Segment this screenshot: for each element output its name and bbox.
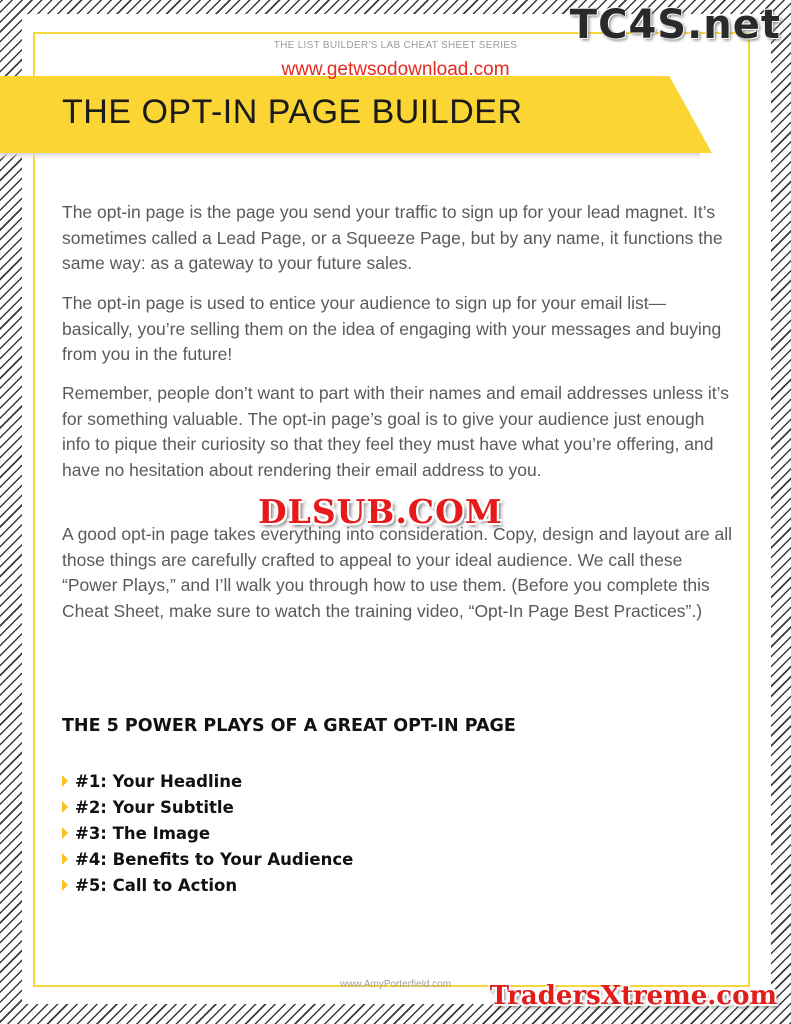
list-item-label: #4: Benefits to Your Audience	[75, 849, 354, 869]
list-item	[62, 768, 353, 794]
paragraph-text: The opt-in page is used to entice your audience to sign up for your email list—basically, you’re selling them on the idea of engaging with your messages and buying from you in the future!	[62, 293, 722, 364]
paragraph-text: The opt-in page is the page you send your traffic to sign up for your lead magnet. It’s sometimes called a Lead Page, or a Squeeze Page, but by any name, it functions the same way: as a gateway to your future sales.	[62, 202, 723, 273]
power-plays-list	[62, 768, 353, 898]
power-plays-heading: THE 5 POWER PLAYS OF A GREAT OPT-IN PAGE	[62, 716, 516, 736]
paragraph-2	[62, 291, 734, 368]
list-item-label: #1: Your Headline	[75, 771, 243, 791]
paragraph-3	[62, 381, 734, 483]
list-item-label: #3: The Image	[75, 823, 211, 843]
page-title: THE OPT-IN PAGE BUILDER	[62, 93, 523, 131]
banner-shadow	[0, 153, 700, 159]
footer-url: www.AmyPorterfield.com	[339, 979, 452, 990]
list-item	[62, 846, 353, 872]
triangle-bullet-icon	[62, 775, 68, 787]
watermark-bottom: TradersXtreme.com	[489, 981, 777, 1011]
paragraph-4	[62, 522, 734, 624]
list-item	[62, 872, 353, 898]
list-item-label: #2: Your Subtitle	[75, 797, 234, 817]
triangle-bullet-icon	[62, 853, 68, 865]
list-item	[62, 820, 353, 846]
list-item-label: #5: Call to Action	[75, 875, 238, 895]
watermark-url: www.getwsodownload.com	[281, 59, 510, 80]
list-item	[62, 794, 353, 820]
series-label: THE LIST BUILDER'S LAB CHEAT SHEET SERIES	[273, 40, 518, 51]
watermark-logo-top: TC4S.net	[569, 2, 781, 48]
paragraph-text: Remember, people don’t want to part with their names and email addresses unless it’s for something valuable. The opt-in page’s goal is to give your audience just enough info to pique their curiosity so that they feel they must have what you’re offering, and have no hesitation about rendering their email address to you.	[62, 383, 729, 480]
triangle-bullet-icon	[62, 801, 68, 813]
paragraph-text: A good opt-in page takes everything into consideration. Copy, design and layout are all those things are carefully crafted to appeal to your ideal audience. We call these “Power Plays,” and I’ll walk you through how to use them. (Before you complete this Cheat Sheet, make sure to watch the training video, “Opt-In Page Best Practices”.)	[62, 524, 732, 621]
paragraph-1	[62, 200, 734, 277]
watermark-dlsub: DLSUB.COM	[258, 492, 503, 531]
triangle-bullet-icon	[62, 827, 68, 839]
triangle-bullet-icon	[62, 879, 68, 891]
